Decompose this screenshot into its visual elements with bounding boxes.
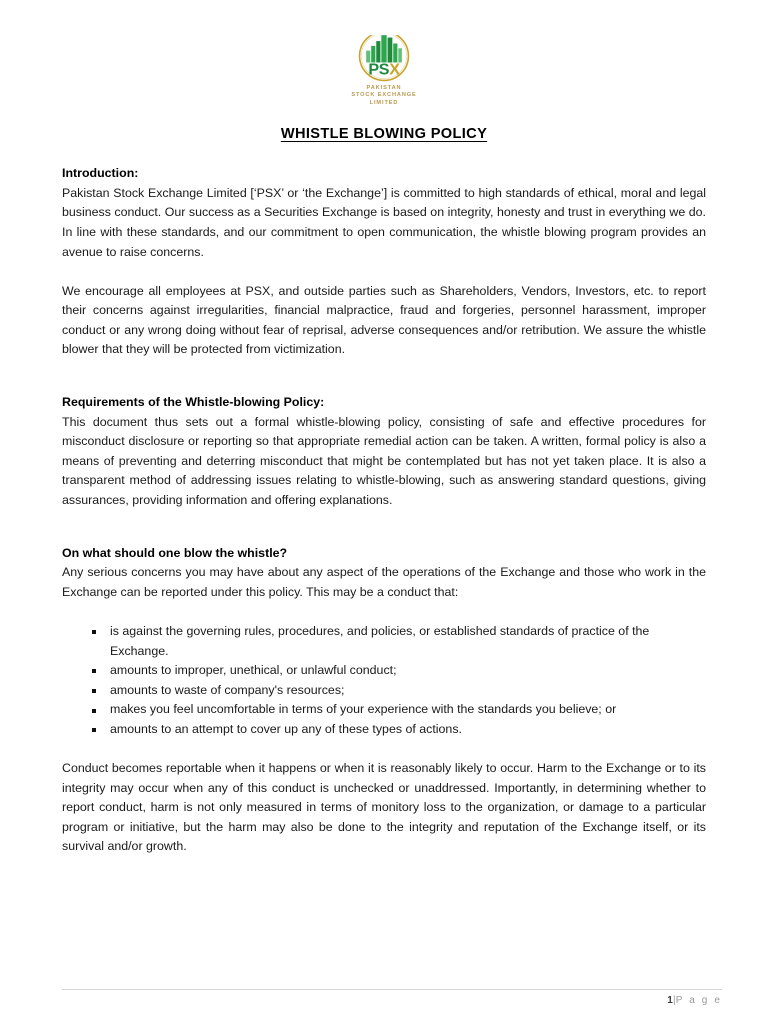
- footer-divider: [62, 989, 722, 990]
- logo-subtitle: [351, 85, 416, 107]
- page-footer: [62, 989, 722, 1006]
- paragraph-spacer: [62, 739, 706, 759]
- section-spacer: [62, 511, 706, 544]
- blow-whistle-paragraph-1: Any serious concerns you may have about any aspect of the operations of the Exchange and those who work in the Exchange can be reported under this policy. This may be a conduct that:: [62, 565, 706, 599]
- requirements-paragraph-1: This document thus sets out a formal whistle-blowing policy, consisting of safe and effective procedures for misconduct disclosure or reporting so that appropriate remedial action can be taken. A written, formal policy is also a means of preventing and deterring misconduct that might be contemplated but has not yet taken place. It is also a transparent method of addressing issues relating to whistle-blowing, such as answering standard questions, giving assurances, providing information and offering explanations.: [62, 414, 706, 508]
- heading-requirements: Requirements of the Whistle-blowing Policy:: [62, 395, 325, 410]
- list-item: is against the governing rules, procedures, and policies, or established standards of practice of the Exchange.: [62, 622, 706, 661]
- logo-subtitle-line-3: LIMITED: [369, 99, 399, 106]
- logo-subtitle-line-1: PAKISTAN: [366, 85, 402, 91]
- paragraph-spacer: [62, 262, 706, 282]
- paragraph-spacer: [62, 602, 706, 622]
- page-number-label: [62, 995, 722, 1006]
- heading-blow-whistle: On what should one blow the whistle?: [62, 545, 288, 560]
- conduct-bullet-list: [62, 622, 706, 740]
- blow-whistle-paragraph-2: Conduct becomes reportable when it happens or when it is reasonably likely to occur. Harm to the Exchange or to its integrity may occur when any of this conduct is unchecked or unaddressed. Importantly, in determining whether to report conduct, harm is not only measured in terms of monitory loss to the organization, or damage to a particular program or initiative, but the harm may also be done to the integrity and reputation of the Exchange itself, or its survival and/or growth.: [62, 760, 706, 854]
- footer-separator: |: [672, 995, 676, 1006]
- list-item: makes you feel uncomfortable in terms of your experience with the standards you believe; or: [62, 700, 706, 720]
- footer-page-word: P a g e: [675, 995, 722, 1006]
- intro-paragraph-2: We encourage all employees at PSX, and outside parties such as Shareholders, Vendors, Investors, etc. to report their concerns against irregularities, financial malpractice, fraud and forgeries, personnel harassment, improper conduct or any wrong doing without fear of reprisal, adverse consequences and/or retribution. We assure the whistle blower that they will be protected from victimization.: [62, 283, 706, 357]
- list-item: amounts to waste of company's resources;: [62, 681, 706, 701]
- company-logo: [46, 0, 722, 107]
- footer-page-number: 1: [667, 995, 673, 1006]
- list-item: amounts to an attempt to cover up any of these types of actions.: [62, 720, 706, 740]
- list-item: amounts to improper, unethical, or unlawful conduct;: [62, 661, 706, 681]
- psx-logo-icon: [348, 28, 420, 84]
- heading-introduction: Introduction:: [62, 166, 139, 181]
- section-spacer: [62, 360, 706, 393]
- document-body: [46, 164, 722, 857]
- document-title: WHISTLE BLOWING POLICY: [280, 126, 488, 143]
- logo-subtitle-line-2: STOCK EXCHANGE: [351, 92, 417, 99]
- intro-paragraph-1: Pakistan Stock Exchange Limited [‘PSX’ or ‘the Exchange’] is committed to high standards of ethical, moral and legal business conduct. Our success as a Securities Exchange is based on integrity, honesty and trust in everything we do. In line with these standards, and our commitment to open communication, the whistle blowing program provides an avenue to raise concerns.: [62, 185, 706, 259]
- svg-text:PSX: PSX: [368, 60, 400, 79]
